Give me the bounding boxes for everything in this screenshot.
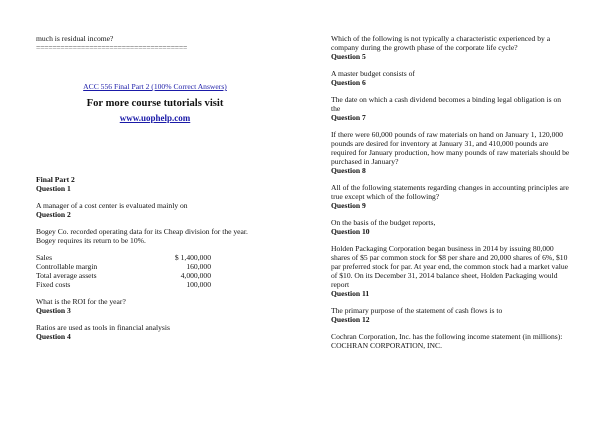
question-4-text: Which of the following is not typically a characteristic experienced by a company during the growth phase of the corporate life cycle?	[331, 34, 551, 52]
row-label: Sales	[36, 253, 53, 262]
table-row	[36, 262, 211, 271]
question-6-text: The date on which a cash dividend becomes a binding legal obligation is on the	[331, 95, 562, 113]
question-5-label: Question 5	[331, 52, 366, 61]
question-3-label: Question 3	[36, 306, 71, 315]
site-url-link[interactable]: www.uophelp.com	[119, 113, 191, 123]
question-5-text: A master budget consists of	[331, 69, 415, 78]
question-1-text: A manager of a cost center is evaluated mainly on	[36, 201, 188, 210]
separator-line: =====================================	[36, 43, 188, 52]
question-2-text-a: Bogey Co. recorded operating data for its Cheap division for the year.	[36, 227, 248, 236]
question-9-text: On the basis of the budget reports,	[331, 218, 436, 227]
financial-data-table	[36, 253, 211, 289]
question-1-label: Question 1	[36, 184, 71, 193]
intro-text: much is residual income?	[36, 34, 114, 43]
question-6-label: Question 6	[331, 78, 366, 87]
row-label: Controllable margin	[36, 262, 98, 271]
right-column	[331, 34, 571, 350]
question-12-label: Question 12	[331, 315, 370, 324]
row-value: 160,000	[186, 262, 211, 271]
question-12-text: Cochran Corporation, Inc. has the following income statement (in millions):	[331, 332, 563, 341]
question-9-label: Question 9	[331, 201, 366, 210]
question-2-label: Question 2	[36, 210, 71, 219]
section-title: Final Part 2	[36, 175, 75, 184]
promo-heading: For more course tutorials visit	[86, 98, 224, 109]
question-8-text: All of the following statements regarding changes in accounting principles are true except which of the following?	[331, 183, 569, 201]
question-8-label: Question 8	[331, 166, 366, 175]
question-11-text: The primary purpose of the statement of cash flows is to	[331, 306, 503, 315]
left-column	[36, 34, 274, 341]
company-name: COCHRAN CORPORATION, INC.	[331, 341, 442, 350]
row-label: Fixed costs	[36, 280, 71, 289]
question-3-text: Ratios are used as tools in financial analysis	[36, 323, 170, 332]
row-value: 100,000	[186, 280, 211, 289]
row-label: Total average assets	[36, 271, 97, 280]
question-7-text: If there were 60,000 pounds of raw materials on hand on January 1, 120,000 pounds are desired for inventory at January 31, and 410,000 pounds are required for January production, how many pounds of raw materials should be purchased in January?	[331, 130, 570, 166]
table-row	[36, 280, 211, 289]
question-4-label: Question 4	[36, 332, 71, 341]
question-10-text: Holden Packaging Corporation began business in 2014 by issuing 80,000 shares of $5 par common stock for $8 per share and 20,000 shares of 6%, $10 par preferred stock for par. At year end, the common stock had a market value of $10. On its December 31, 2014 balance sheet, Holden Packaging would report	[331, 244, 568, 289]
row-value: 4,000,000	[180, 271, 211, 280]
row-value: $ 1,400,000	[174, 253, 211, 262]
table-row	[36, 253, 211, 262]
table-row	[36, 271, 211, 280]
question-7-label: Question 7	[331, 113, 366, 122]
question-2-prompt: What is the ROI for the year?	[36, 297, 126, 306]
question-2-text-b: Bogey requires its return to be 10%.	[36, 236, 146, 245]
question-10-label: Question 10	[331, 227, 370, 236]
product-link[interactable]: ACC 556 Final Part 2 (100% Correct Answers)	[83, 82, 227, 91]
question-11-label: Question 11	[331, 289, 370, 298]
